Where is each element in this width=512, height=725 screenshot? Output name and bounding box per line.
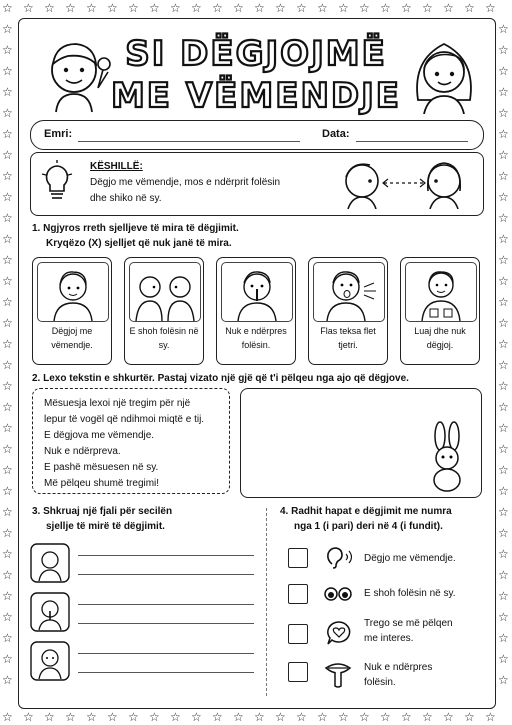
star-icon: ☆ <box>65 710 76 724</box>
star-icon: ☆ <box>498 253 509 267</box>
step-label-4: Nuk e ndërpres folësin. <box>364 662 433 688</box>
boy-quiet-icon <box>30 592 70 632</box>
star-icon: ☆ <box>317 1 328 15</box>
star-icon: ☆ <box>2 652 13 666</box>
card-caption: Dëgjoj me vëmendje. <box>51 326 93 350</box>
writing-line[interactable] <box>78 574 254 575</box>
star-icon: ☆ <box>107 1 118 15</box>
star-icon: ☆ <box>443 710 454 724</box>
writing-line[interactable] <box>78 653 254 654</box>
section3-instruction-2: sjellje të mirë të dëgjimit. <box>46 521 165 532</box>
star-icon: ☆ <box>401 1 412 15</box>
star-icon: ☆ <box>2 211 13 225</box>
star-icon: ☆ <box>23 1 34 15</box>
star-icon: ☆ <box>498 652 509 666</box>
story-line: Mësuesja lexoi një tregim për një <box>44 398 191 409</box>
name-date-field-bar <box>30 120 484 150</box>
star-icon: ☆ <box>498 22 509 36</box>
star-icon: ☆ <box>2 190 13 204</box>
star-icon: ☆ <box>338 710 349 724</box>
tip-line-1: Dëgjo me vëmendje, mos e ndërprit folësin <box>90 177 281 188</box>
name-input-line[interactable] <box>78 141 300 142</box>
star-icon: ☆ <box>2 463 13 477</box>
star-icon: ☆ <box>498 211 509 225</box>
star-icon: ☆ <box>44 710 55 724</box>
star-icon: ☆ <box>338 1 349 15</box>
star-icon: ☆ <box>2 631 13 645</box>
tip-heading: KËSHILLË: <box>90 161 143 172</box>
writing-line[interactable] <box>78 555 254 556</box>
star-icon: ☆ <box>498 358 509 372</box>
girl-listening-icon <box>30 543 70 583</box>
star-icon: ☆ <box>380 710 391 724</box>
star-icon: ☆ <box>498 505 509 519</box>
heart-bubble-icon <box>326 620 352 646</box>
story-line: Nuk e ndërpreva. <box>44 446 121 457</box>
star-icon: ☆ <box>128 710 139 724</box>
eye-contact-illustration <box>338 157 470 209</box>
star-icon: ☆ <box>498 106 509 120</box>
name-label: Emri: <box>44 128 73 140</box>
star-icon: ☆ <box>359 710 370 724</box>
star-icon: ☆ <box>2 337 13 351</box>
star-icon: ☆ <box>2 169 13 183</box>
star-icon: ☆ <box>498 316 509 330</box>
card-caption: E shoh folësin në sy. <box>129 326 199 350</box>
star-icon: ☆ <box>2 22 13 36</box>
star-icon: ☆ <box>498 232 509 246</box>
title-line-1: SI DËGJOJMË <box>125 34 387 74</box>
bunny-icon <box>424 420 472 492</box>
star-icon: ☆ <box>212 710 223 724</box>
star-icon: ☆ <box>296 710 307 724</box>
star-icon: ☆ <box>86 1 97 15</box>
star-icon: ☆ <box>2 442 13 456</box>
date-input-line[interactable] <box>356 141 468 142</box>
order-box-4[interactable] <box>288 662 308 682</box>
star-icon: ☆ <box>2 484 13 498</box>
order-box-2[interactable] <box>288 584 308 604</box>
card-caption: Flas teksa flet tjetri. <box>320 326 376 350</box>
section4-instruction-1: 4. Radhit hapat e dëgjimit me numra <box>280 506 452 517</box>
star-icon: ☆ <box>2 710 13 724</box>
date-label: Data: <box>322 128 350 140</box>
star-icon: ☆ <box>275 710 286 724</box>
star-icon: ☆ <box>498 379 509 393</box>
ear-icon <box>324 546 352 570</box>
star-icon: ☆ <box>2 673 13 687</box>
star-icon: ☆ <box>498 673 509 687</box>
star-icon: ☆ <box>2 43 13 57</box>
story-line: E pashë mësuesen në sy. <box>44 462 159 473</box>
two-kids-eye-contact-picture <box>129 262 201 322</box>
eyes-icon <box>324 584 352 604</box>
behavior-card-eye-contact[interactable] <box>124 257 204 365</box>
star-icon: ☆ <box>422 1 433 15</box>
star-icon: ☆ <box>44 1 55 15</box>
column-divider <box>266 508 267 696</box>
star-icon: ☆ <box>2 232 13 246</box>
star-icon: ☆ <box>498 631 509 645</box>
star-icon: ☆ <box>498 85 509 99</box>
section1-instruction-2: Kryqëzo (X) sjelljet që nuk janë të mira. <box>46 238 232 249</box>
star-icon: ☆ <box>2 274 13 288</box>
star-icon: ☆ <box>498 463 509 477</box>
star-icon: ☆ <box>498 547 509 561</box>
step-label-1: Dëgjo me vëmendje. <box>364 553 456 564</box>
star-icon: ☆ <box>2 295 13 309</box>
order-box-1[interactable] <box>288 548 308 568</box>
star-icon: ☆ <box>2 316 13 330</box>
star-icon: ☆ <box>2 253 13 267</box>
star-icon: ☆ <box>498 43 509 57</box>
card-caption: Luaj dhe nuk dëgjoj. <box>414 326 466 350</box>
star-icon: ☆ <box>170 710 181 724</box>
star-icon: ☆ <box>65 1 76 15</box>
star-icon: ☆ <box>2 1 13 15</box>
star-icon: ☆ <box>128 1 139 15</box>
story-line: E dëgjova me vëmendje. <box>44 430 155 441</box>
star-icon: ☆ <box>498 148 509 162</box>
star-icon: ☆ <box>498 400 509 414</box>
star-icon: ☆ <box>498 526 509 540</box>
star-icon: ☆ <box>170 1 181 15</box>
star-icon: ☆ <box>359 1 370 15</box>
star-icon: ☆ <box>443 1 454 15</box>
title-line-2: ME VËMENDJE <box>110 76 402 116</box>
step-label-2: E shoh folësin në sy. <box>364 588 456 599</box>
star-icon: ☆ <box>191 1 202 15</box>
boy-looking-icon <box>30 641 70 681</box>
star-icon: ☆ <box>380 1 391 15</box>
star-icon: ☆ <box>254 710 265 724</box>
order-box-3[interactable] <box>288 624 308 644</box>
star-icon: ☆ <box>149 710 160 724</box>
boy-talking-picture <box>313 262 385 322</box>
star-icon: ☆ <box>317 710 328 724</box>
behavior-card-playing[interactable] <box>400 257 480 365</box>
girl-playing-picture <box>405 262 477 322</box>
star-icon: ☆ <box>498 169 509 183</box>
star-icon: ☆ <box>2 64 13 78</box>
star-icon: ☆ <box>2 526 13 540</box>
star-icon: ☆ <box>2 85 13 99</box>
star-icon: ☆ <box>2 547 13 561</box>
star-icon: ☆ <box>498 568 509 582</box>
girl-listening-picture <box>37 262 109 322</box>
star-icon: ☆ <box>2 589 13 603</box>
star-icon: ☆ <box>485 710 496 724</box>
star-icon: ☆ <box>498 64 509 78</box>
star-icon: ☆ <box>498 127 509 141</box>
star-icon: ☆ <box>2 568 13 582</box>
story-line: lepur të vogël që ndihmoi miqtë e tij. <box>44 414 205 425</box>
star-icon: ☆ <box>233 1 244 15</box>
step-label-3: Trego se më pëlqen me interes. <box>364 618 453 644</box>
star-icon: ☆ <box>2 148 13 162</box>
star-icon: ☆ <box>2 379 13 393</box>
behavior-card-talking-over[interactable] <box>308 257 388 365</box>
star-icon: ☆ <box>498 589 509 603</box>
star-icon: ☆ <box>2 358 13 372</box>
behavior-card-listening[interactable] <box>32 257 112 365</box>
behavior-card-no-interrupt[interactable] <box>216 257 296 365</box>
star-icon: ☆ <box>498 190 509 204</box>
star-icon: ☆ <box>2 106 13 120</box>
writing-line[interactable] <box>78 672 254 673</box>
card-caption: Nuk e ndërpres folësin. <box>225 326 287 350</box>
star-icon: ☆ <box>296 1 307 15</box>
star-icon: ☆ <box>401 710 412 724</box>
star-icon: ☆ <box>86 710 97 724</box>
star-icon: ☆ <box>23 710 34 724</box>
star-icon: ☆ <box>2 505 13 519</box>
star-icon: ☆ <box>275 1 286 15</box>
tip-line-2: dhe shiko në sy. <box>90 193 162 204</box>
star-icon: ☆ <box>498 484 509 498</box>
star-icon: ☆ <box>485 1 496 15</box>
star-icon: ☆ <box>498 274 509 288</box>
story-text <box>44 396 204 492</box>
star-icon: ☆ <box>149 1 160 15</box>
star-icon: ☆ <box>422 710 433 724</box>
star-icon: ☆ <box>464 1 475 15</box>
star-icon: ☆ <box>498 421 509 435</box>
star-icon: ☆ <box>2 127 13 141</box>
boy-quiet-picture <box>221 262 293 322</box>
star-icon: ☆ <box>233 710 244 724</box>
section2-instruction: 2. Lexo tekstin e shkurtër. Pastaj vizato një gjë që t'i pëlqeu nga ajo që dëgjove. <box>32 373 409 384</box>
star-icon: ☆ <box>2 421 13 435</box>
star-icon: ☆ <box>498 610 509 624</box>
star-icon: ☆ <box>212 1 223 15</box>
star-icon: ☆ <box>2 400 13 414</box>
star-icon: ☆ <box>254 1 265 15</box>
writing-line[interactable] <box>78 623 254 624</box>
section3-instruction-1: 3. Shkruaj një fjali për secilën <box>32 506 173 517</box>
star-icon: ☆ <box>498 442 509 456</box>
section1-instruction-1: 1. Ngjyros rreth sjelljeve të mira të dëgjimit. <box>32 223 239 234</box>
story-line: Më pëlqeu shumë tregimi! <box>44 478 160 489</box>
star-icon: ☆ <box>2 610 13 624</box>
star-icon: ☆ <box>498 337 509 351</box>
section4-instruction-2: nga 1 (i pari) deri në 4 (i fundit). <box>294 521 443 532</box>
star-icon: ☆ <box>107 710 118 724</box>
star-icon: ☆ <box>464 710 475 724</box>
writing-line[interactable] <box>78 604 254 605</box>
star-icon: ☆ <box>498 295 509 309</box>
star-icon: ☆ <box>191 710 202 724</box>
lightbulb-icon <box>40 160 74 204</box>
mouth-quiet-icon <box>324 658 352 688</box>
